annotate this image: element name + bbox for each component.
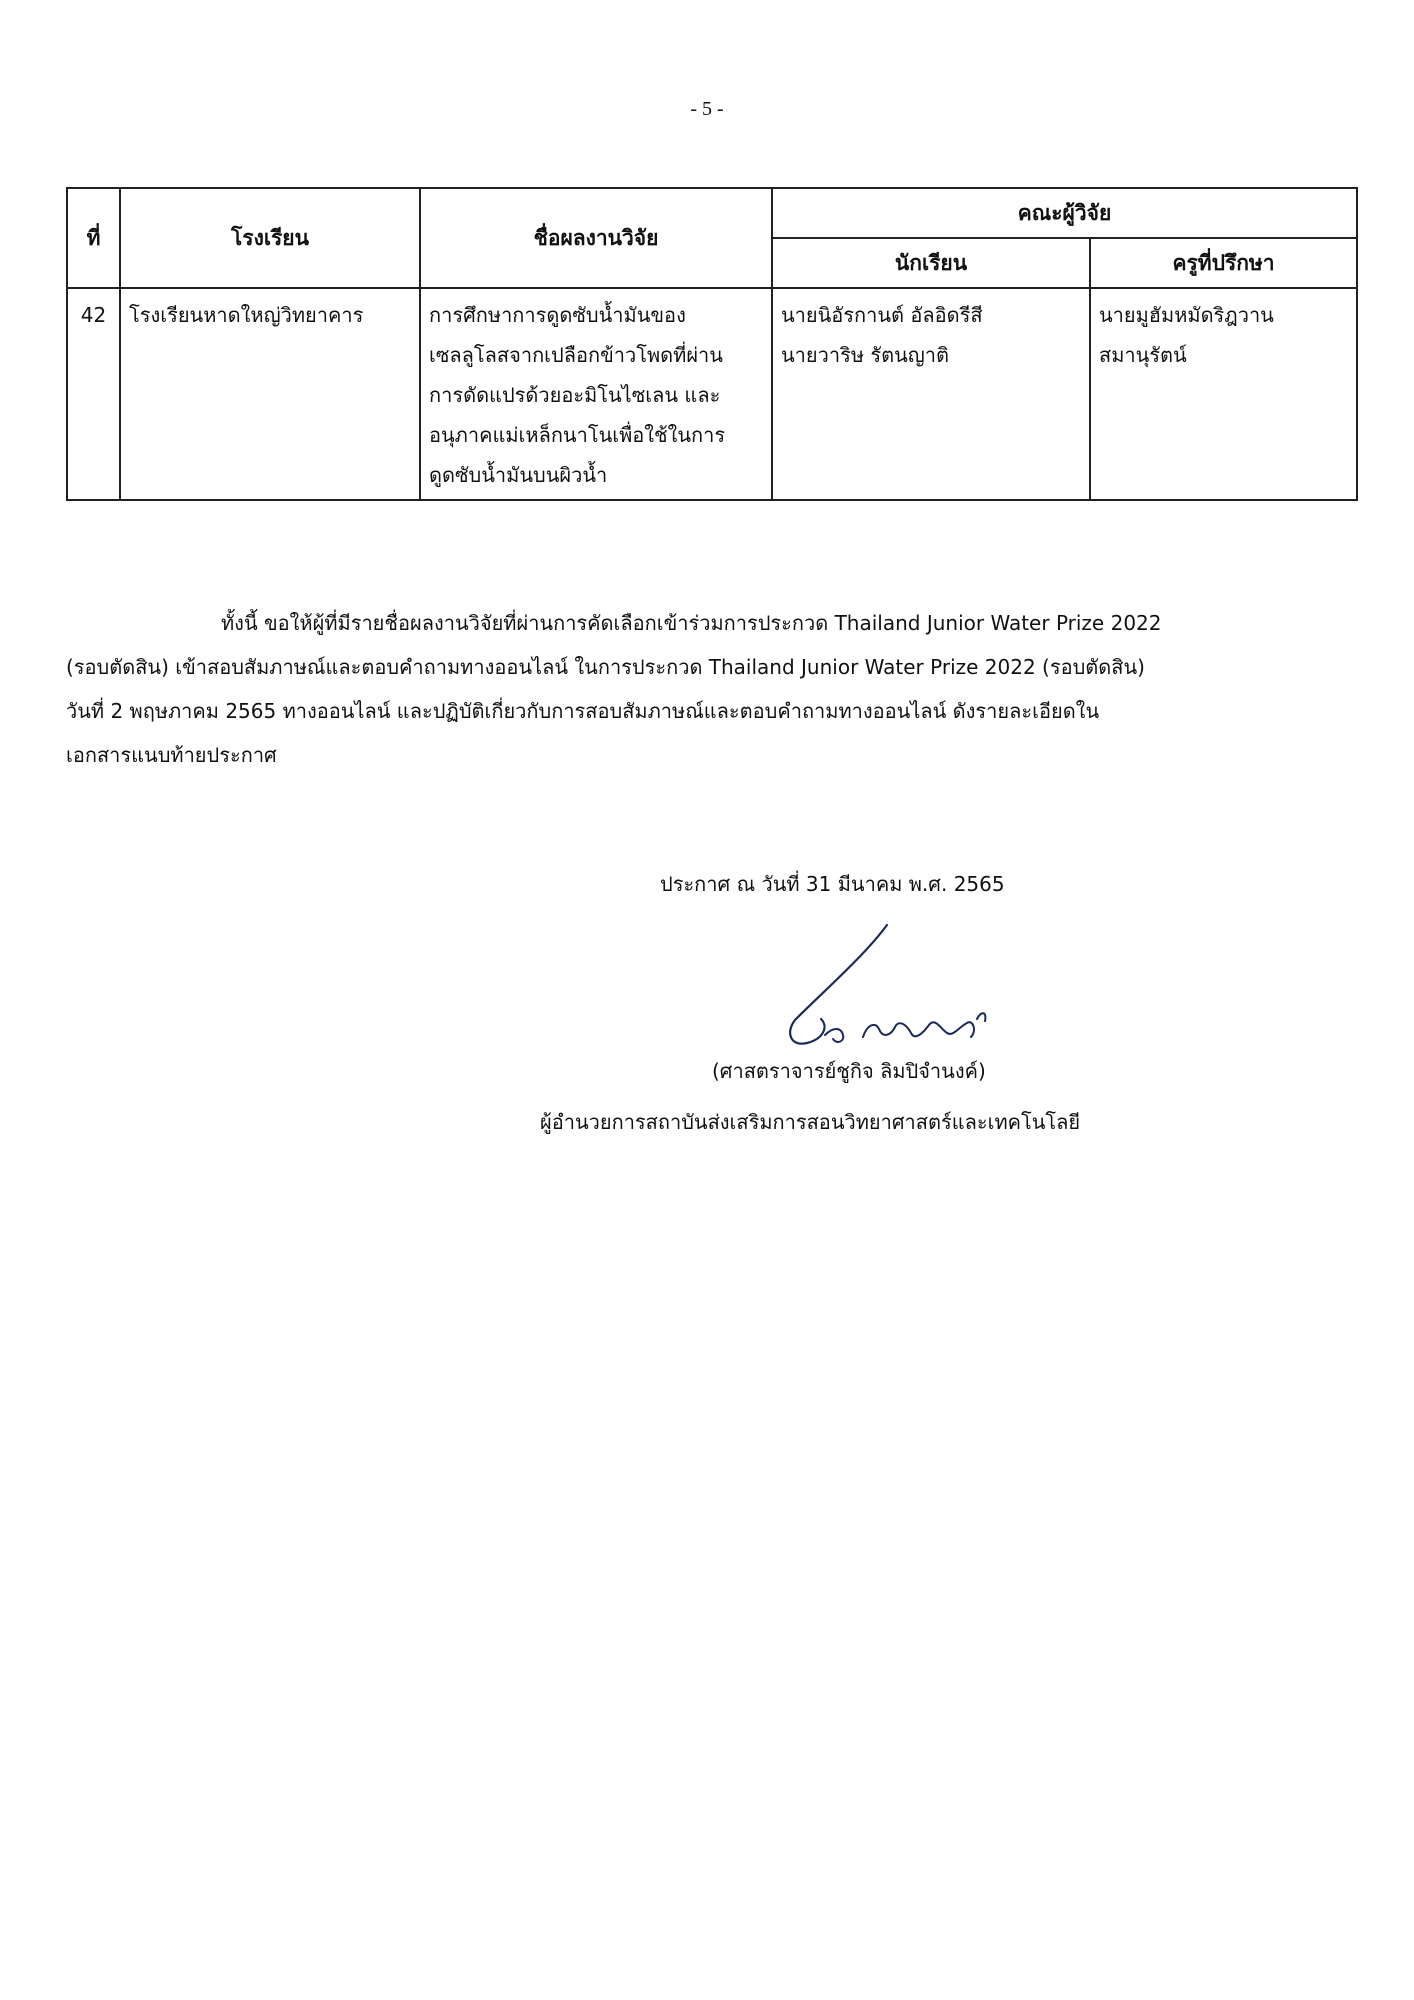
table-row [67,288,1357,500]
project-line: การศึกษาการดูดซับน้ำมันของ [429,303,686,327]
signer-name: (ศาสตราจารย์ชูกิจ ลิมปิจำนงค์) [712,1059,986,1083]
project-line: ดูดซับน้ำมันบนผิวน้ำ [429,463,608,487]
row-project [420,288,772,500]
paragraph-line: ทั้งนี้ ขอให้ผู้ที่มีรายชื่อผลงานวิจัยที่ผ่านการคัดเลือกเข้าร่วมการประกวด Thailand Junior Water Prize 2022 [221,611,1162,635]
row-number: 42 [67,288,120,500]
paragraph-line: วันที่ 2 พฤษภาคม 2565 ทางออนไลน์ และปฏิบัติเกี่ยวกับการสอบสัมภาษณ์และตอบคำถามทางออนไลน์ ดังรายละเอียดใน [66,699,1100,723]
header-no: ที่ [67,188,120,288]
row-students [772,288,1090,500]
announcement-date: ประกาศ ณ วันที่ 31 มีนาคม พ.ศ. 2565 [660,872,1005,896]
header-students: นักเรียน [772,238,1090,288]
student-name: นายนิอัรกานต์ อัลอิดรีสี [781,303,983,327]
research-table [66,187,1358,501]
project-line: อนุภาคแม่เหล็กนาโนเพื่อใช้ในการ [429,423,726,447]
paragraph-line: เอกสารแนบท้ายประกาศ [66,743,277,767]
header-project: ชื่อผลงานวิจัย [420,188,772,288]
notice-paragraph [66,601,1356,777]
student-name: นายวาริษ รัตนญาติ [781,343,950,367]
project-line: การดัดแปรด้วยอะมิโนไซเลน และ [429,383,721,407]
signer-title: ผู้อำนวยการสถาบันส่งเสริมการสอนวิทยาศาสตร์และเทคโนโลยี [540,1110,1081,1134]
project-line: เซลลูโลสจากเปลือกข้าวโพดที่ผ่าน [429,343,723,367]
row-advisors [1090,288,1357,500]
row-school: โรงเรียนหาดใหญ่วิทยาคาร [120,288,420,500]
paragraph-line: (รอบตัดสิน) เข้าสอบสัมภาษณ์และตอบคำถามทางออนไลน์ ในการประกวด Thailand Junior Water Prize 2022 (รอบตัดสิน) [66,655,1145,679]
advisor-name: นายมูฮัมหมัดริฎวาน [1099,303,1274,327]
header-school: โรงเรียน [120,188,420,288]
header-research-team: คณะผู้วิจัย [772,188,1357,238]
header-advisors: ครูที่ปรึกษา [1090,238,1357,288]
signature-icon [745,915,1045,1065]
advisor-name: สมานุรัตน์ [1099,343,1187,367]
page-number: - 5 - [690,98,724,120]
